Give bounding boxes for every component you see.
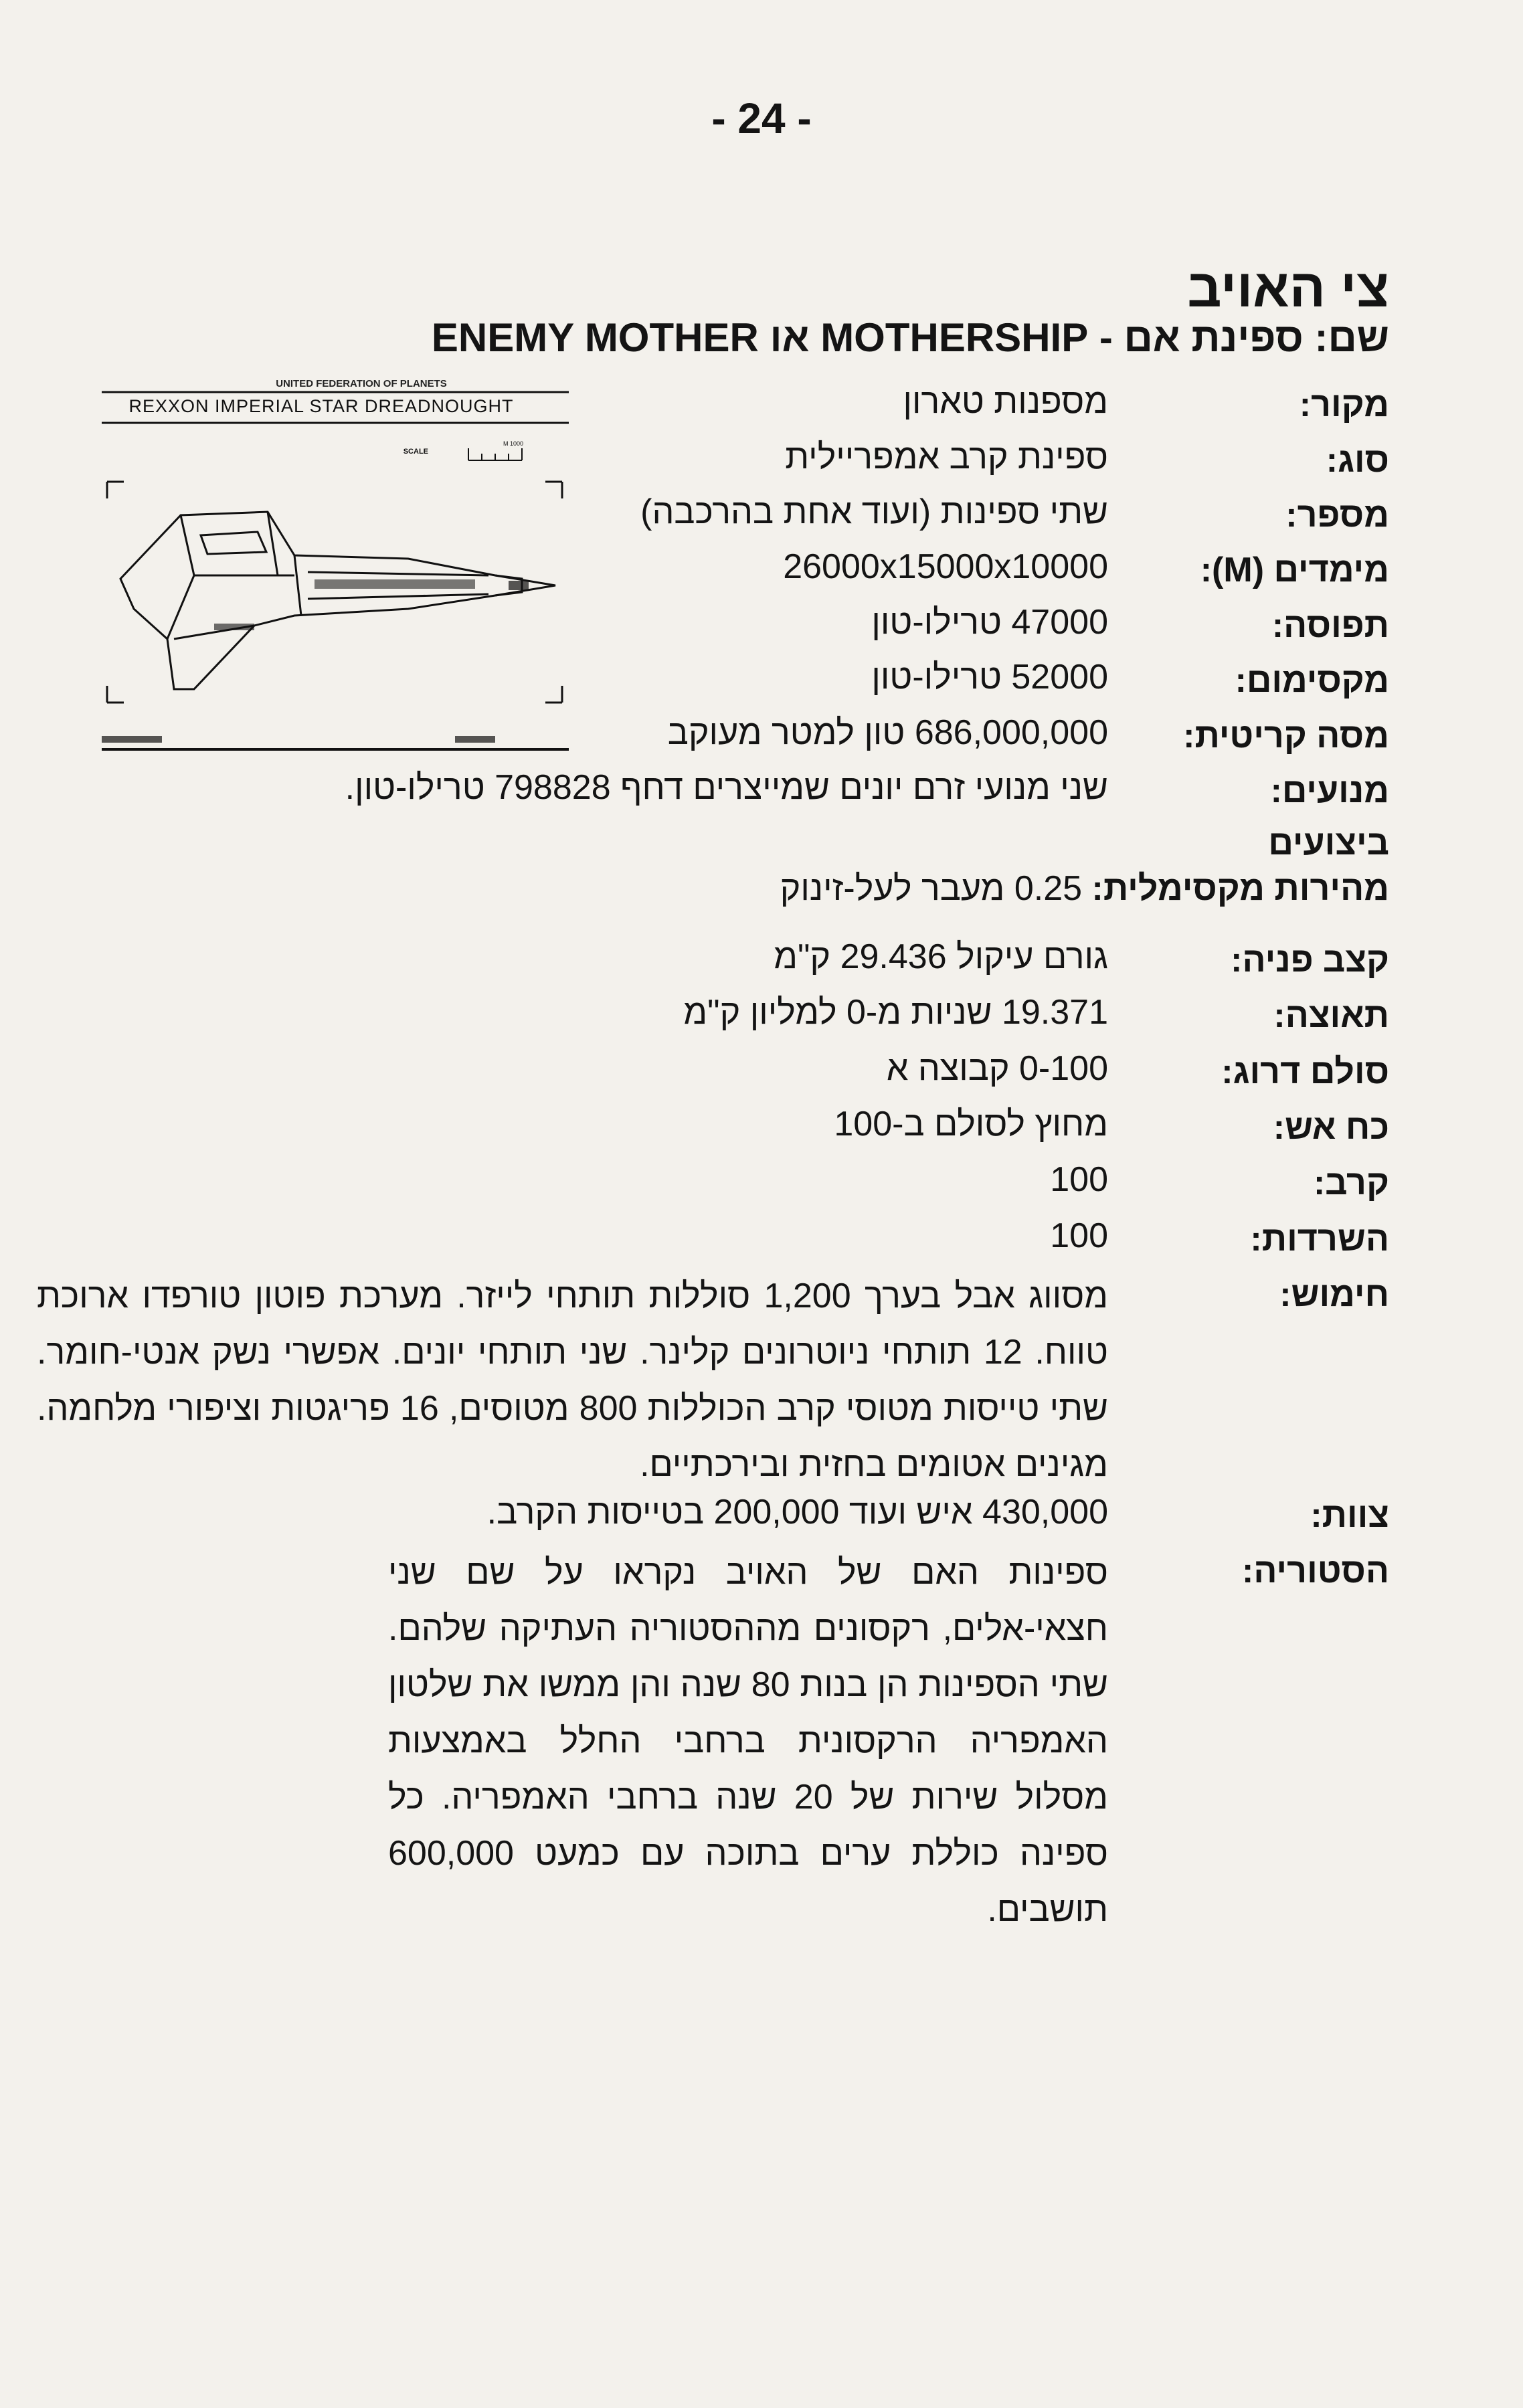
- field-value-critical-mass: 686,000,000 טון למטר מעוקב: [667, 713, 1108, 752]
- field-value-capacity: 47000 טרילו-טון: [871, 603, 1108, 642]
- diagram-top-caption: UNITED FEDERATION OF PLANETS: [276, 378, 447, 389]
- diagram-scale-label: SCALE: [403, 448, 428, 456]
- page-number: - 24 -: [711, 94, 812, 143]
- crew-label: צוות:: [1310, 1496, 1389, 1535]
- ship-hull: [120, 512, 555, 689]
- field-label-critical-mass: מסה קריטית:: [1183, 717, 1389, 755]
- diagram-bottom-mark-left: [102, 736, 162, 743]
- stat-value-acceleration: 19.371 שניות מ-0 למליון ק"מ: [683, 993, 1108, 1032]
- crew-value: 430,000 איש ועוד 200,000 בטייסות הקרב.: [486, 1493, 1108, 1532]
- field-value-type: ספינת קרב אמפריילית: [785, 438, 1108, 476]
- max-speed-label: מהירות מקסימלית:: [1091, 869, 1389, 908]
- stat-label-survival: השרדות:: [1250, 1220, 1389, 1259]
- ship-diagram: [94, 375, 575, 769]
- stat-label-acceleration: תאוצה:: [1273, 996, 1389, 1035]
- max-speed-value: 0.25 מעבר לעל-זינוק: [780, 869, 1083, 908]
- field-value-count: שתי ספינות (ועוד אחת בהרכבה): [640, 492, 1108, 531]
- field-label-dimensions: מימדים (M):: [1200, 551, 1389, 589]
- name-label: שם:: [1314, 315, 1389, 360]
- stat-label-rating-scale: סולם דרוג:: [1221, 1052, 1389, 1091]
- field-value-source: מספנות טארון: [903, 382, 1108, 421]
- max-speed-row: [780, 868, 1389, 909]
- field-value-engines: שני מנועי זרם יונים שמייצרים דחף 798828 טרילו-טון.: [345, 768, 1108, 807]
- stat-value-firepower: מחוץ לסולם ב-100: [834, 1105, 1108, 1143]
- ship-hull-shading: [214, 579, 529, 630]
- name-row: [432, 314, 1389, 361]
- history-label: הסטוריה:: [1242, 1552, 1389, 1590]
- diagram-frame-marks: [107, 482, 562, 703]
- stat-label-turn-rate: קצב פניה:: [1231, 941, 1389, 980]
- diagram-title: REXXON IMPERIAL STAR DREADNOUGHT: [128, 396, 514, 416]
- field-label-count: מספר:: [1285, 496, 1389, 535]
- armament-label: חימוש:: [1279, 1275, 1389, 1314]
- stat-value-rating-scale: 0-100 קבוצה א: [886, 1049, 1108, 1088]
- field-label-capacity: תפוסה:: [1271, 606, 1389, 645]
- stat-value-combat: 100: [1050, 1160, 1108, 1199]
- field-label-engines: מנועים:: [1270, 771, 1389, 810]
- field-label-maximum: מקסימום:: [1235, 661, 1389, 700]
- field-value-maximum: 52000 טרילו-טון: [871, 658, 1108, 697]
- stat-value-turn-rate: גורם עיקול 29.436 ק"מ: [774, 937, 1108, 976]
- armament-text: מסווג אבל בערך 1,200 סוללות תותחי לייזר. מערכת פוטון טורפדו ארוכת טווח. 12 תותחי ניוטרונים קלינר. שני תותחי יונים. אפשרי נשק אנטי-חומר. שתי טייסות מטוסי קרב הכוללות 800 מטוסים, 16 פריגטות וציפורי מלחמה. מגינים אטומים בחזית ובירכתיים.: [37, 1277, 1108, 1484]
- diagram-scale-bar: [468, 448, 522, 460]
- history-text: ספינות האם של האויב נקראו על שם שני חצאי-אלים, רקסונים מההסטוריה העתיקה שלהם. שתי הספינות הן בנות 80 שנה והן ממשו את שלטון האמפריה הרקסונית ברחבי החלל באמצעות מסלול שירות של 20 שנה ברחבי האמפריה. כל ספינה כוללת ערים בתוכה עם כמעט 600,000 תושבים.: [388, 1553, 1108, 1929]
- stat-label-combat: קרב:: [1313, 1164, 1389, 1202]
- field-value-dimensions: 26000x15000x10000: [783, 547, 1108, 586]
- stat-label-firepower: כח אש:: [1273, 1108, 1389, 1147]
- field-label-source: מקור:: [1299, 385, 1389, 424]
- diagram-scale-value: 1000 M: [503, 440, 523, 447]
- performance-heading: ביצועים: [1268, 824, 1389, 862]
- name-value: ספינת אם - MOTHERSHIP או ENEMY MOTHER: [431, 315, 1304, 360]
- field-label-type: סוג:: [1326, 441, 1389, 480]
- diagram-bottom-mark-right: [455, 736, 495, 743]
- section-title: צי האויב: [1187, 258, 1389, 318]
- stat-value-survival: 100: [1050, 1216, 1108, 1255]
- performance-section: [780, 823, 1389, 909]
